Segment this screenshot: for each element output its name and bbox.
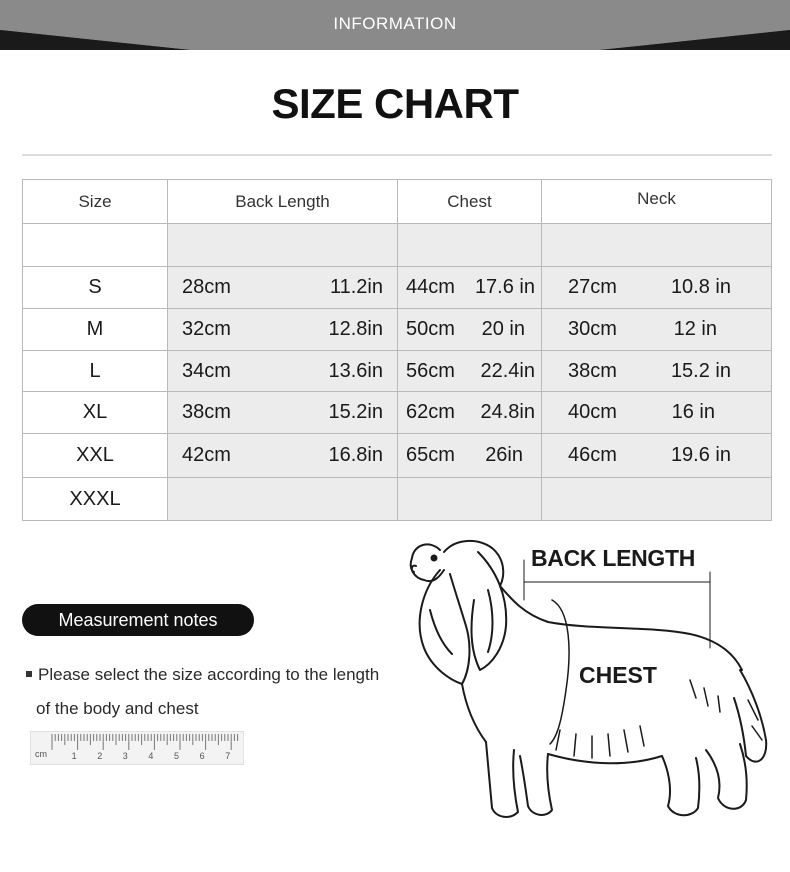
- back-length-in: 11.2in: [329, 276, 383, 298]
- back-length-cell: [168, 309, 398, 351]
- ruler-number: 3: [122, 751, 128, 761]
- back-length-cm: 38cm: [182, 401, 231, 423]
- chest-cell: [398, 392, 542, 434]
- table-header-row: [23, 180, 772, 224]
- back-length-cm: 28cm: [182, 276, 231, 298]
- chest-cell: [398, 267, 542, 309]
- back-length-cell: [168, 392, 398, 434]
- neck-cm: 40cm: [568, 401, 617, 423]
- neck-cm: 38cm: [568, 359, 617, 382]
- chest-cm: 44cm: [406, 276, 455, 298]
- table-row: [23, 434, 772, 478]
- neck-cell: [542, 392, 772, 434]
- neck-in: 19.6 in: [670, 444, 731, 466]
- back-length-cell: [168, 267, 398, 309]
- size-cell: [23, 224, 168, 267]
- back-length-in: 13.6in: [328, 359, 383, 382]
- note-line-2: of the body and chest: [36, 699, 199, 718]
- chest-in: 22.4in: [480, 359, 535, 382]
- table-row: [23, 351, 772, 392]
- ruler-number: 5: [174, 751, 180, 761]
- chest-cm: 50cm: [406, 318, 455, 340]
- column-header-neck: Neck: [542, 180, 772, 224]
- table-row: [23, 309, 772, 351]
- chest-in: 17.6 in: [474, 276, 535, 298]
- table-row: [23, 224, 772, 267]
- back-length-cell: [168, 224, 398, 267]
- back-length-in: 12.8in: [328, 318, 383, 340]
- ruler-number: 2: [97, 751, 103, 761]
- banner-title: INFORMATION: [333, 14, 457, 33]
- size-cell: M: [23, 309, 168, 351]
- column-header-chest: Chest: [398, 180, 542, 224]
- chest-cm: 65cm: [406, 444, 455, 466]
- page-title: SIZE CHART: [271, 80, 519, 127]
- back-length-cm: 32cm: [182, 318, 231, 340]
- back-length-cell: [168, 478, 398, 521]
- ruler-icon: [30, 731, 244, 765]
- back-length-in: 15.2in: [328, 401, 383, 423]
- chest-cell: [398, 434, 542, 478]
- size-cell: S: [23, 267, 168, 309]
- size-cell: XXXL: [23, 478, 168, 521]
- chest-cell: [398, 351, 542, 392]
- chest-in: 20 in: [481, 318, 525, 340]
- back-length-in: 16.8in: [328, 444, 383, 466]
- size-cell: L: [23, 351, 168, 392]
- back-length-cm: 42cm: [182, 444, 231, 466]
- header-banner: [0, 0, 790, 50]
- neck-cell: [542, 478, 772, 521]
- column-header-back-length: Back Length: [168, 180, 398, 224]
- bullet-icon: [26, 671, 32, 677]
- chest-label: CHEST: [579, 662, 657, 688]
- divider: [22, 154, 772, 156]
- measurement-notes-heading: Measurement notes: [22, 604, 254, 636]
- neck-cm: 27cm: [568, 276, 617, 298]
- neck-cell: [542, 434, 772, 478]
- back-length-label: BACK LENGTH: [531, 545, 696, 571]
- neck-cm: 30cm: [568, 318, 617, 340]
- ruler-number: 4: [148, 751, 154, 761]
- neck-in: 12 in: [673, 318, 717, 340]
- size-table: [22, 179, 772, 521]
- chest-in: 26in: [485, 444, 523, 466]
- ruler-unit: cm: [35, 749, 47, 759]
- table-row: [23, 267, 772, 309]
- measurement-note: [22, 658, 412, 726]
- ruler-number: 1: [71, 751, 77, 761]
- neck-cell: [542, 224, 772, 267]
- size-cell: XXL: [23, 434, 168, 478]
- ruler-number: 7: [225, 751, 231, 761]
- neck-cell: [542, 267, 772, 309]
- chest-cell: [398, 478, 542, 521]
- note-line-1: Please select the size according to the length: [38, 665, 380, 684]
- neck-in: 15.2 in: [670, 359, 731, 382]
- neck-cell: [542, 309, 772, 351]
- chest-cm: 56cm: [406, 359, 455, 382]
- size-cell: XL: [23, 392, 168, 434]
- chest-cell: [398, 309, 542, 351]
- back-length-cell: [168, 434, 398, 478]
- neck-cm: 46cm: [568, 444, 617, 466]
- chest-cm: 62cm: [406, 401, 455, 423]
- back-length-cell: [168, 351, 398, 392]
- chest-in: 24.8in: [480, 401, 535, 423]
- ruler-number: 6: [199, 751, 205, 761]
- column-header-size: Size: [23, 180, 168, 224]
- back-length-cm: 34cm: [182, 359, 231, 382]
- table-row: [23, 392, 772, 434]
- neck-cell: [542, 351, 772, 392]
- neck-in: 16 in: [671, 401, 715, 423]
- neck-in: 10.8 in: [670, 276, 731, 298]
- table-row: [23, 478, 772, 521]
- chest-cell: [398, 224, 542, 267]
